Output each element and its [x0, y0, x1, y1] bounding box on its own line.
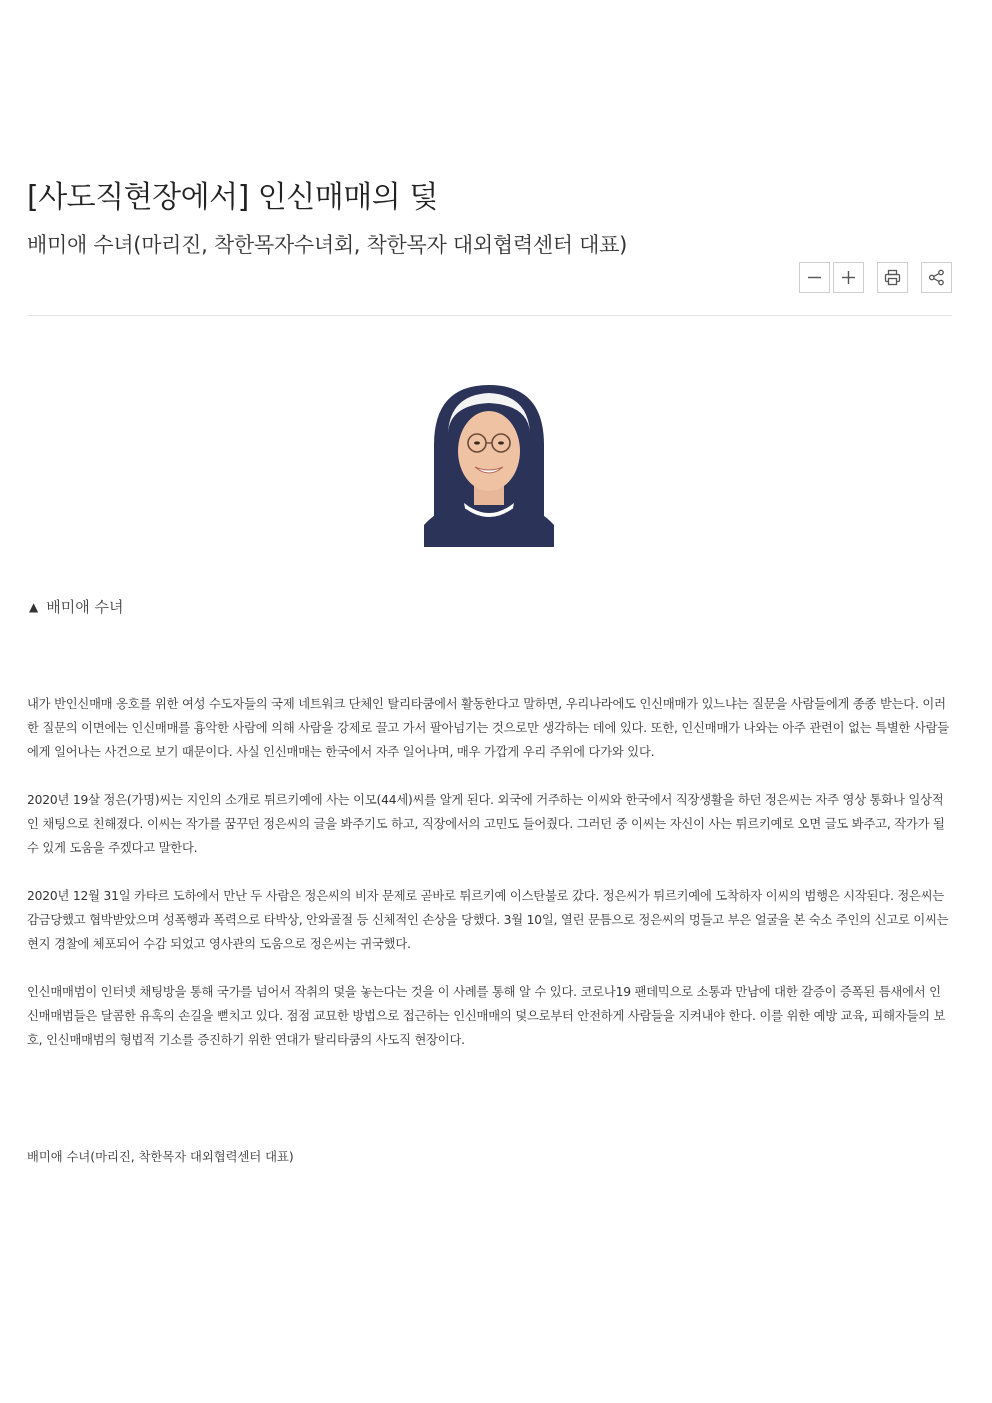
share-icon [928, 269, 945, 286]
article-subtitle: 배미애 수녀(마리진, 착한목자수녀회, 착한목자 대외협력센터 대표) [27, 233, 628, 257]
author-photo [424, 385, 554, 547]
plus-icon [840, 269, 857, 286]
paragraph: 2020년 12월 31일 카타르 도하에서 만난 두 사람은 정은씨의 비자 문제로 곧바로 튀르키예 이스탄불로 갔다. 정은씨가 튀르키예에 도착하자 이씨의 범행은 시작된다. 정은씨는 감금당했고 협박받았으며 성폭행과 폭력으로 타박상, 안와골절 등 신체적인 손상을 당했다. 3월 10일, 열린 문틈으로 정은씨의 멍들고 부은 얼굴을 본 숙소 주인의 신고로 이씨는 현지 경찰에 체포되어 수감 되었고 영사관의 도움으로 정은씨는 귀국했다. [27, 889, 949, 951]
paragraph: 인신매매범이 인터넷 채팅방을 통해 국가를 넘어서 작취의 덫을 놓는다는 것을 이 사례를 통해 알 수 있다. 코로나19 팬데믹으로 소통과 만남에 대한 갈증이 증폭된 틈새에서 인신매매범들은 달콤한 유혹의 손길을 뻗치고 있다. 점점 교묘한 방법으로 접근하는 인신매매의 덫으로부터 안전하게 사람들을 지켜내야 한다. 이를 위한 예방 교육, 피해자들의 보호, 인신매매범의 형법적 기소를 증진하기 위한 연대가 탈리타쿰의 사도직 현장이다. [27, 985, 946, 1047]
photo-caption-text: 배미애 수녀 [46, 598, 124, 616]
font-decrease-button[interactable] [799, 262, 830, 293]
paragraph: 내가 반인신매매 옹호를 위한 여성 수도자들의 국제 네트워크 단체인 탈리타쿰에서 활동한다고 말하면, 우리나라에도 인신매매가 있느냐는 질문을 사람들에게 종종 받는다. 이러한 질문의 이면에는 인신매매를 흉악한 사람에 의해 사람을 강제로 끌고 가서 팔아넘기는 것으로만 생각하는 데에 있다. 또한, 인신매매가 나와는 아주 관련이 없는 특별한 사람들에게 일어나는 사건으로 보기 때문이다. 사실 인신매매는 한국에서 자주 일어나며, 매우 가깝게 우리 주위에 다가와 있다. [27, 697, 949, 759]
print-icon [884, 269, 901, 286]
article-title: [사도직현장에서] 인신매매의 덫 [27, 180, 438, 215]
minus-icon [806, 269, 823, 286]
photo-caption [29, 596, 123, 617]
share-button[interactable] [921, 262, 952, 293]
article-body [27, 692, 952, 1076]
article-byline: 배미애 수녀(마리진, 착한목자 대외협력센터 대표) [27, 1150, 294, 1164]
print-button[interactable] [877, 262, 908, 293]
caption-marker-icon: ▲ [29, 599, 39, 614]
header-divider [27, 315, 952, 316]
font-increase-button[interactable] [833, 262, 864, 293]
paragraph: 2020년 19살 정은(가명)씨는 지인의 소개로 튀르키예에 사는 이모(44세)씨를 알게 된다. 외국에 거주하는 이씨와 한국에서 직장생활을 하던 정은씨는 자주 영상 통화나 일상적인 채팅으로 친해졌다. 이씨는 작가를 꿈꾸던 정은씨의 글을 봐주기도 하고, 직장에서의 고민도 들어줬다. 그러던 중 이씨는 자신이 사는 튀르키예로 오면 글도 봐주고, 작가가 될 수 있게 도움을 주겠다고 말한다. [27, 793, 945, 855]
